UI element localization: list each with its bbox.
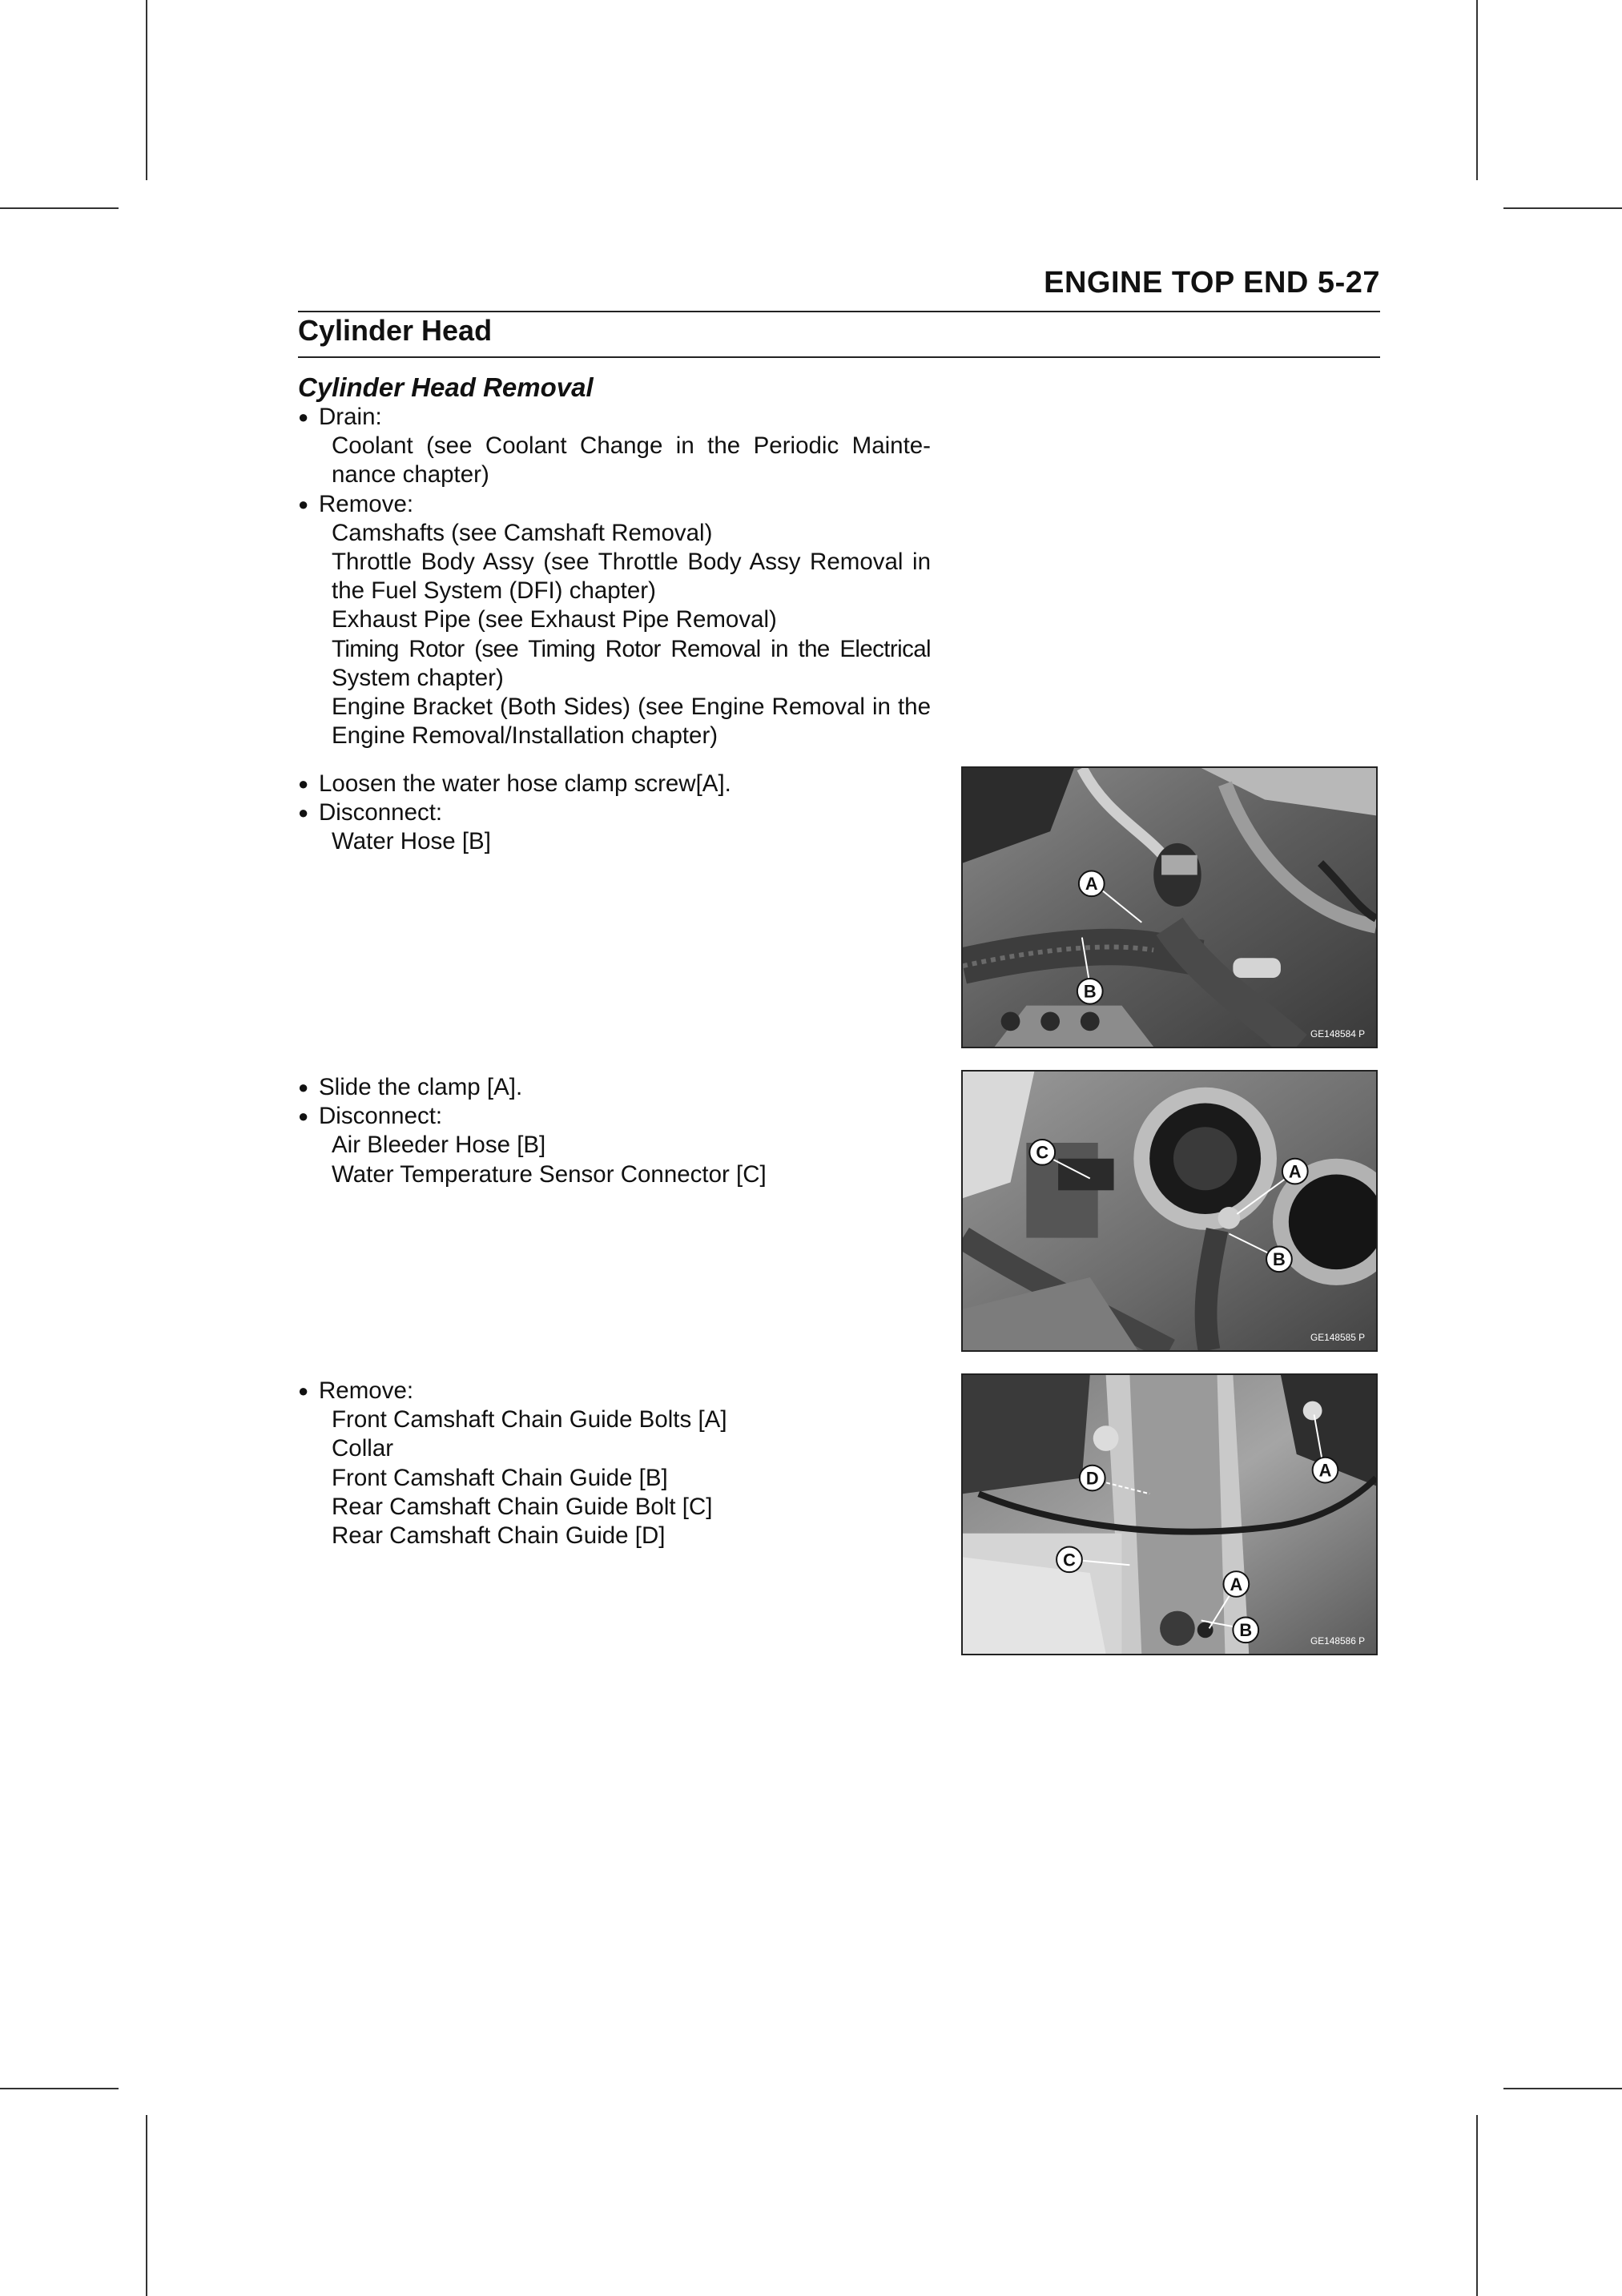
- callout-label: C: [1063, 1550, 1076, 1570]
- step-label: Disconnect:: [319, 799, 443, 826]
- step-block-chain-guide: [298, 1377, 931, 1550]
- section-rule: [298, 356, 1380, 358]
- step-block-prep: [298, 403, 931, 750]
- remove-items: [298, 1405, 931, 1550]
- callout-label: B: [1273, 1249, 1286, 1270]
- step-label: Disconnect:: [319, 1103, 443, 1130]
- crop-mark: [146, 2115, 147, 2296]
- step-label: Drain:: [319, 404, 382, 430]
- step-block-bleeder: [298, 1073, 931, 1189]
- step-label: Slide the clamp [A].: [319, 1074, 523, 1100]
- remove-item: Engine Bracket (Both Sides) (see Engine Removal in the: [332, 694, 931, 721]
- step-label: Remove:: [319, 1377, 414, 1404]
- step-drain: [298, 403, 931, 432]
- figure-code: GE148584 P: [1310, 1028, 1366, 1040]
- remove-item: Engine Removal/Installation chapter): [332, 722, 718, 750]
- section-title: Cylinder Head: [298, 314, 493, 347]
- crop-mark: [0, 2088, 119, 2089]
- figure-code: GE148586 P: [1310, 1635, 1366, 1647]
- disconnect-items: [298, 827, 931, 856]
- disconnect-item: Water Temperature Sensor Connector [C]: [332, 1160, 767, 1188]
- remove-item: Front Camshaft Chain Guide Bolts [A]: [332, 1406, 727, 1433]
- remove-item: the Fuel System (DFI) chapter): [332, 577, 656, 605]
- callout-label: A: [1230, 1574, 1243, 1594]
- page-header-title: ENGINE TOP END 5-27: [1044, 266, 1380, 300]
- step-slide: [298, 1073, 931, 1102]
- callout-label: D: [1085, 1468, 1099, 1489]
- callout-label: A: [1085, 874, 1098, 895]
- crop-mark: [1503, 207, 1622, 209]
- callout-label: B: [1239, 1620, 1253, 1641]
- remove-item: System chapter): [332, 664, 504, 691]
- crop-mark: [0, 207, 119, 209]
- figure-code: GE148585 P: [1310, 1332, 1366, 1344]
- figure-chain-guide-photo: [961, 1373, 1378, 1655]
- figure-bleeder-hose-photo: [961, 1070, 1378, 1352]
- disconnect-item: Air Bleeder Hose [B]: [332, 1132, 546, 1159]
- crop-mark: [1476, 2115, 1478, 2296]
- drain-items: [298, 432, 931, 489]
- step-disconnect: [298, 798, 931, 827]
- step-disconnect: [298, 1102, 931, 1131]
- subsection-title: Cylinder Head Removal: [298, 372, 594, 402]
- remove-item: Camshafts (see Camshaft Removal): [332, 519, 713, 546]
- remove-items: [298, 519, 931, 751]
- header-rule: [298, 311, 1380, 312]
- remove-item: Exhaust Pipe (see Exhaust Pipe Removal): [332, 606, 777, 633]
- step-label: Remove:: [319, 490, 414, 517]
- photo-illustration: [963, 768, 1376, 1047]
- remove-item: Timing Rotor (see Timing Rotor Removal in the Electrical: [332, 635, 931, 662]
- step-block-water-hose: [298, 770, 931, 857]
- figure-water-hose-photo: [961, 766, 1378, 1048]
- crop-mark: [1503, 2088, 1622, 2089]
- remove-item: Rear Camshaft Chain Guide Bolt [C]: [332, 1493, 713, 1520]
- photo-illustration: [963, 1375, 1376, 1654]
- callout-label: A: [1288, 1161, 1302, 1182]
- crop-mark: [1476, 0, 1478, 180]
- remove-item: Front Camshaft Chain Guide [B]: [332, 1464, 668, 1491]
- crop-mark: [146, 0, 147, 180]
- drain-item: Coolant (see Coolant Change in the Periodic Mainte-: [332, 432, 931, 460]
- drain-item: nance chapter): [332, 461, 489, 489]
- callout-label: C: [1036, 1142, 1049, 1163]
- remove-item: Rear Camshaft Chain Guide [D]: [332, 1522, 666, 1550]
- disconnect-items: [298, 1131, 931, 1188]
- step-label: Loosen the water hose clamp screw[A].: [319, 770, 731, 797]
- callout-label: A: [1318, 1460, 1332, 1481]
- photo-illustration: [963, 1072, 1376, 1350]
- callout-label: B: [1083, 981, 1097, 1002]
- remove-item: Collar: [332, 1435, 394, 1462]
- step-loosen: [298, 770, 931, 798]
- remove-item: Throttle Body Assy (see Throttle Body Assy Removal in: [332, 549, 931, 576]
- step-remove: [298, 490, 931, 519]
- disconnect-item: Water Hose [B]: [332, 828, 491, 855]
- step-remove: [298, 1377, 931, 1405]
